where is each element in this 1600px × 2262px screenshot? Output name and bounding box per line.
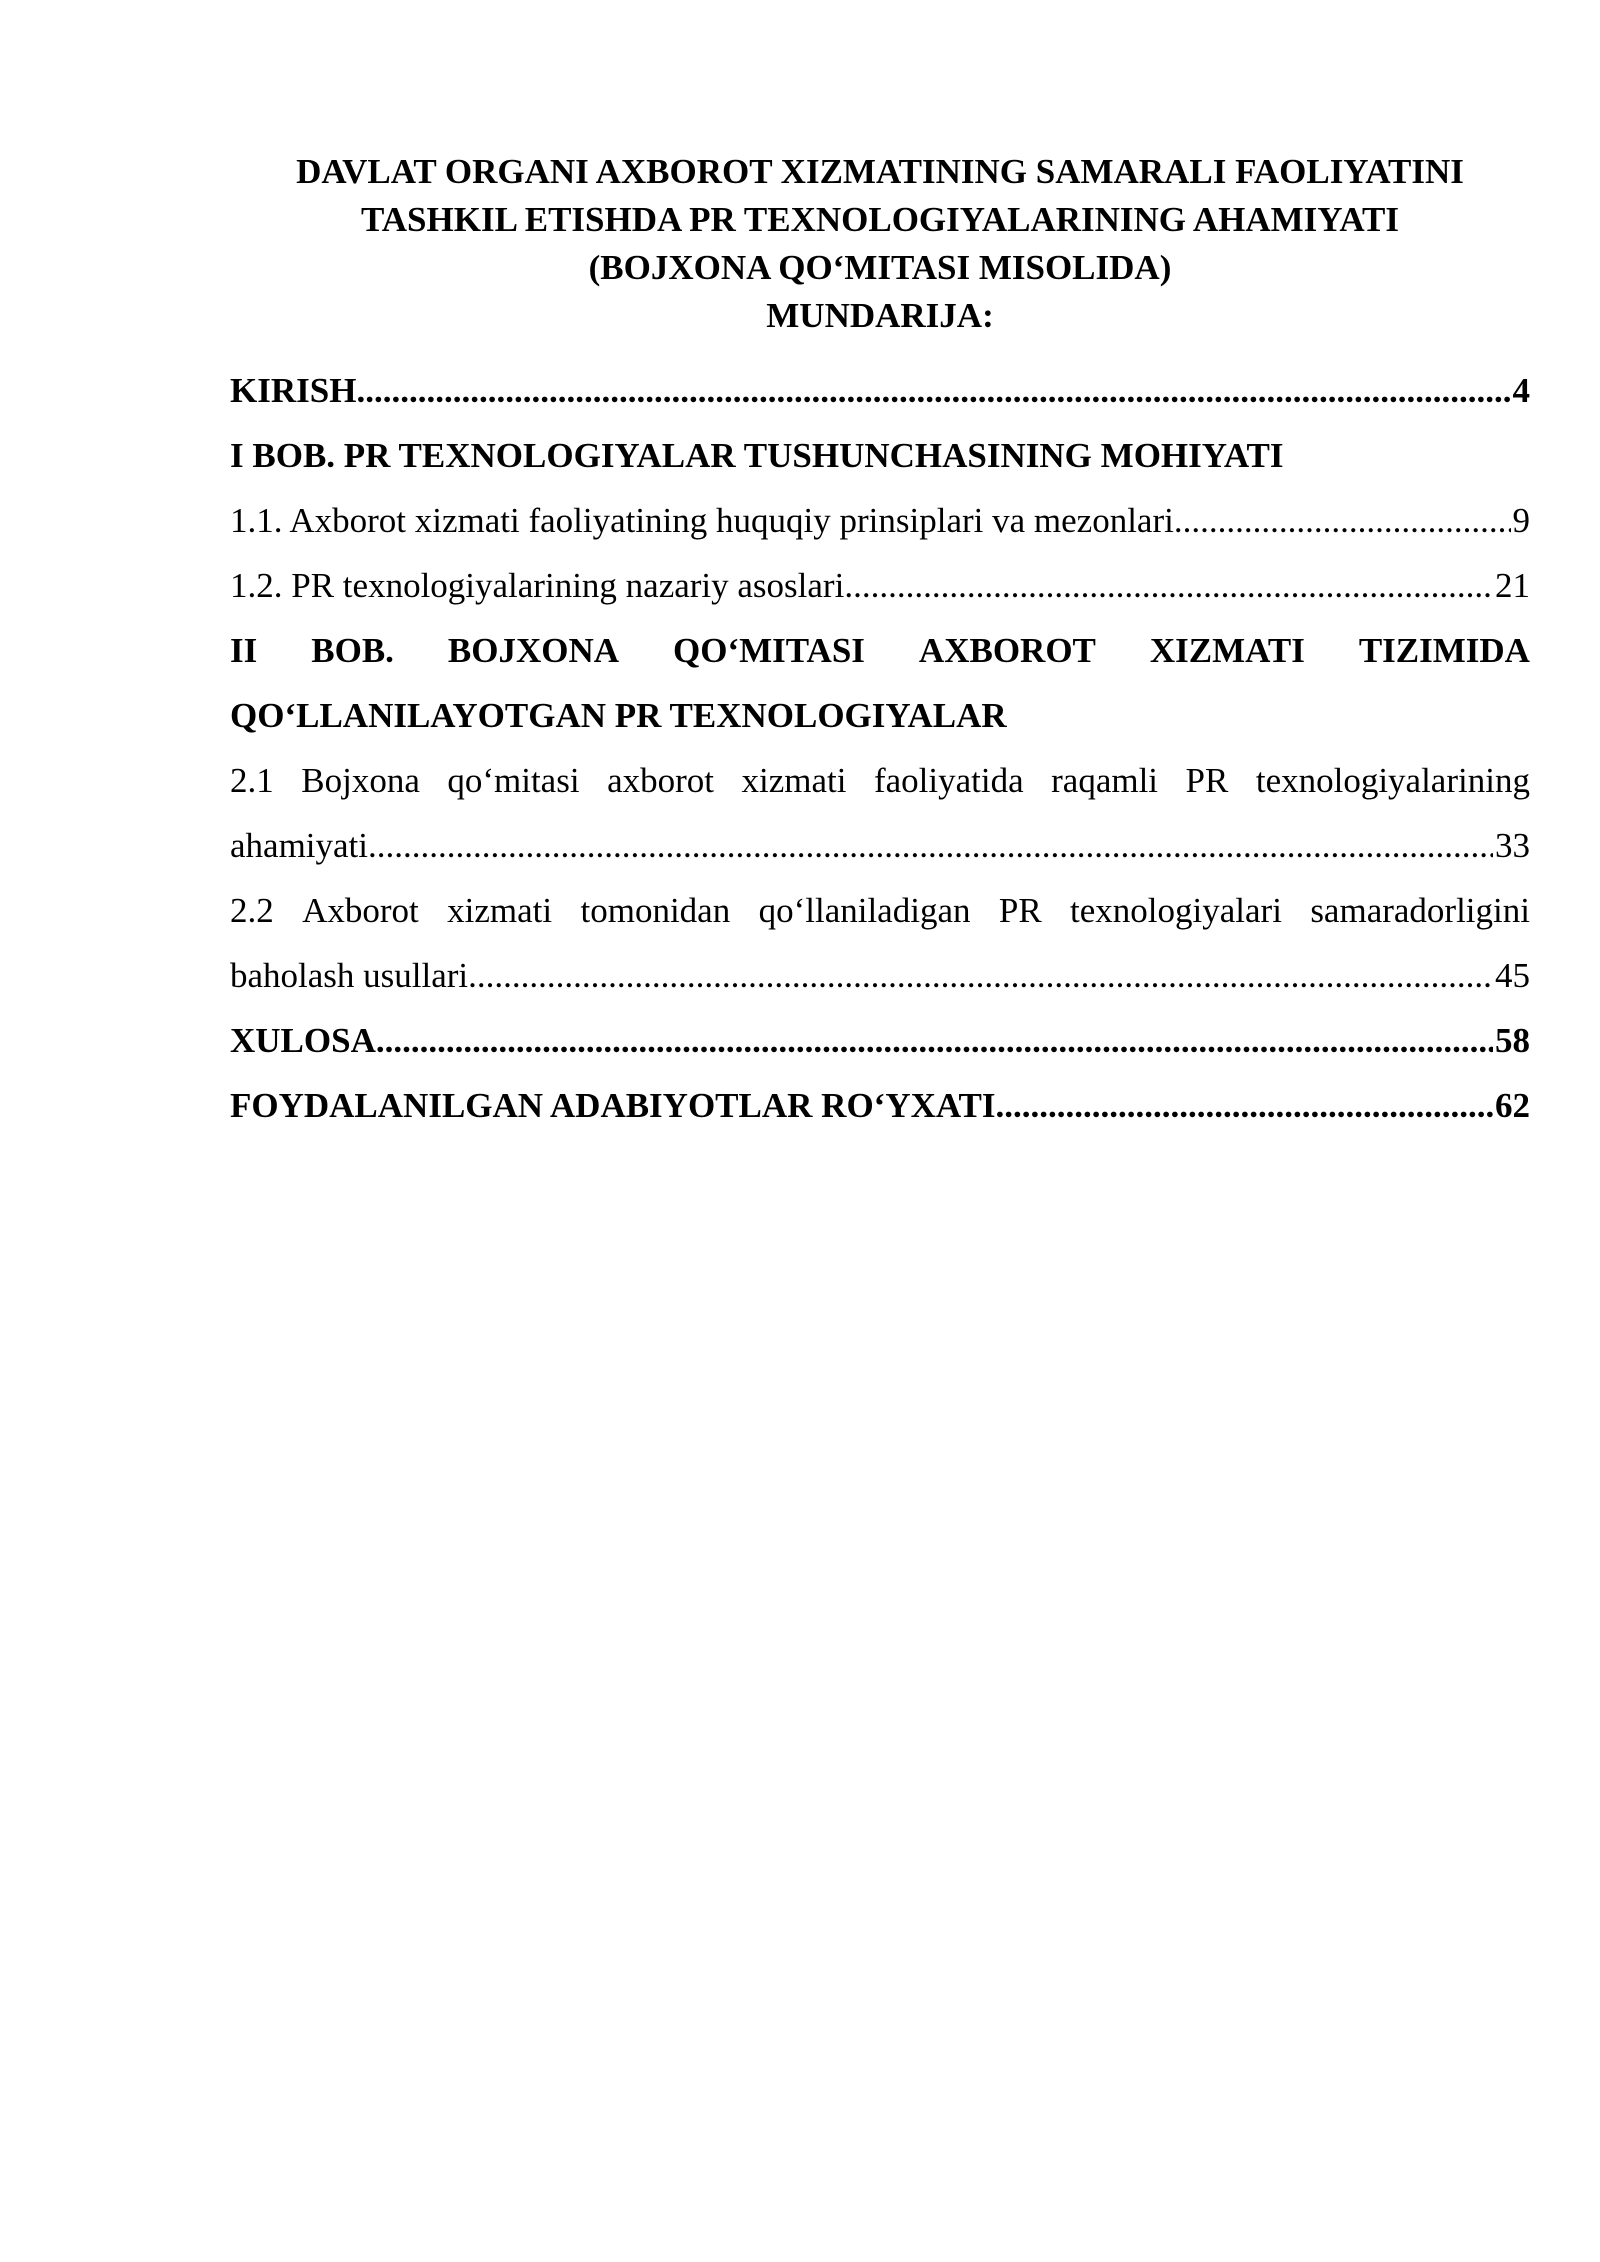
toc-entry-label: 1.1. Axborot xizmati faoliyatining huquqiy prinsiplari va mezonlari bbox=[230, 501, 1174, 540]
entry-word: Axborot bbox=[302, 891, 419, 930]
dot-leader bbox=[368, 813, 1493, 878]
table-of-contents bbox=[230, 358, 1530, 1138]
heading-word: II bbox=[230, 631, 258, 670]
entry-word: raqamli bbox=[1051, 761, 1159, 800]
toc-entry-label: XULOSA bbox=[230, 1021, 376, 1060]
entry-word: Bojxona bbox=[301, 761, 420, 800]
toc-chapter-1-heading: I BOB. PR TEXNOLOGIYALAR TUSHUNCHASINING MOHIYATI bbox=[230, 436, 1284, 475]
contents-heading: MUNDARIJA: bbox=[766, 296, 994, 335]
toc-page-number: 4 bbox=[1512, 371, 1530, 410]
title-line-1: DAVLAT ORGANI AXBOROT XIZMATINING SAMARALI FAOLIYATINI bbox=[296, 152, 1464, 191]
dot-leader bbox=[844, 553, 1493, 618]
toc-page-number: 9 bbox=[1512, 501, 1530, 540]
heading-word: XIZMATI bbox=[1149, 631, 1305, 670]
toc-page-number: 21 bbox=[1495, 566, 1530, 605]
toc-chapter-2-heading-line-1 bbox=[230, 618, 1530, 683]
heading-word: AXBOROT bbox=[918, 631, 1096, 670]
entry-word: xizmati bbox=[741, 761, 847, 800]
dot-leader bbox=[356, 358, 1510, 423]
toc-entry-2-2-line-1 bbox=[230, 878, 1530, 943]
entry-word: PR bbox=[1185, 761, 1229, 800]
entry-word: qo‘llaniladigan bbox=[758, 891, 971, 930]
heading-word: QO‘MITASI bbox=[673, 631, 865, 670]
toc-entry-label: baholash usullari bbox=[230, 956, 469, 995]
toc-entry-1-2 bbox=[230, 553, 1530, 618]
toc-entry-kirish bbox=[230, 358, 1530, 423]
heading-word: BOJXONA bbox=[447, 631, 620, 670]
heading-word: TIZIMIDA bbox=[1358, 631, 1530, 670]
entry-word: faoliyatida bbox=[873, 761, 1024, 800]
toc-entry-2-1-line-2 bbox=[230, 813, 1530, 878]
title-line-2: TASHKIL ETISHDA PR TEXNOLOGIYALARINING AHAMIYATI bbox=[361, 200, 1399, 239]
heading-word: BOB. bbox=[311, 631, 394, 670]
toc-entry-2-1-line-1 bbox=[230, 748, 1530, 813]
toc-entry-label: KIRISH bbox=[230, 371, 357, 410]
dot-leader bbox=[376, 1008, 1493, 1073]
toc-entry-label: ahamiyati bbox=[230, 826, 369, 865]
entry-word: texnologiyalari bbox=[1070, 891, 1282, 930]
toc-entry-label: FOYDALANILGAN ADABIYOTLAR RO‘YXATI bbox=[230, 1086, 996, 1125]
toc-entry-1-1 bbox=[230, 488, 1530, 553]
toc-entry-xulosa bbox=[230, 1008, 1530, 1073]
entry-word: axborot bbox=[607, 761, 714, 800]
entry-word: 2.2 bbox=[230, 891, 274, 930]
toc-entry-adabiyotlar bbox=[230, 1073, 1530, 1138]
entry-word: tomonidan bbox=[580, 891, 731, 930]
dot-leader bbox=[1174, 488, 1511, 553]
toc-page-number: 62 bbox=[1495, 1086, 1530, 1125]
entry-word: texnologiyalarining bbox=[1255, 761, 1530, 800]
dot-leader bbox=[468, 943, 1493, 1008]
entry-word: PR bbox=[998, 891, 1042, 930]
toc-entry-2-2-line-2 bbox=[230, 943, 1530, 1008]
toc-chapter-2-heading-line-2: QO‘LLANILAYOTGAN PR TEXNOLOGIYALAR bbox=[230, 696, 1007, 735]
toc-entry-label: 1.2. PR texnologiyalarining nazariy asoslari bbox=[230, 566, 845, 605]
dot-leader bbox=[996, 1073, 1493, 1138]
entry-word: xizmati bbox=[447, 891, 553, 930]
toc-page-number: 58 bbox=[1495, 1021, 1530, 1060]
entry-word: qo‘mitasi bbox=[447, 761, 580, 800]
toc-page-number: 45 bbox=[1495, 956, 1530, 995]
entry-word: samaradorligini bbox=[1310, 891, 1530, 930]
entry-word: 2.1 bbox=[230, 761, 274, 800]
document-title bbox=[230, 148, 1530, 340]
toc-page-number: 33 bbox=[1495, 826, 1530, 865]
title-line-3: (BOJXONA QO‘MITASI MISOLIDA) bbox=[588, 248, 1172, 287]
